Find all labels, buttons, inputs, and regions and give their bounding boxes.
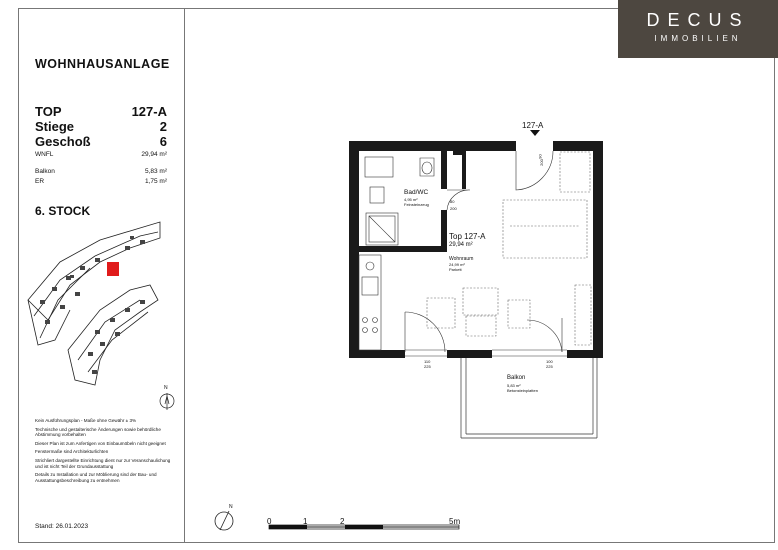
scale-0: 0 [267, 517, 272, 526]
wohnraum-floor: Parkett [449, 267, 462, 272]
bad-label: Bad/WC [404, 189, 429, 196]
window2-height: 225 [546, 364, 553, 369]
wnfl-label: WNFL [35, 151, 54, 158]
bad-floor: Feinsteinzeug [404, 202, 429, 207]
unit-area: 29,94 m² [449, 242, 473, 248]
door-entry-height: 200 [538, 159, 544, 166]
wnfl-value: 29,94 m² [141, 151, 167, 158]
balkon-floor-plan: Betonsteinplatten [507, 388, 538, 393]
project-title: WOHNHAUSANLAGE [35, 57, 170, 71]
logo-name: DECUS [646, 10, 750, 30]
note-1: Kein Ausführungsplan - Maße ohne Gewähr ± 3% [35, 418, 137, 423]
scale-2: 2 [340, 517, 345, 526]
top-value: 127-A [131, 104, 167, 119]
er-value: 1,75 m² [144, 178, 167, 185]
note-3: Dieser Plan ist zum Anfertigen von Einbaumöbeln nicht geeignet [35, 440, 166, 446]
note-5: Strichliert dargestellte Einrichtung dient nur zur Veranschaulichung und ist nicht Teil der Grundausstattung [35, 457, 171, 469]
door-entry-width: 90 [537, 154, 543, 159]
scale-1: 1 [303, 517, 308, 526]
north-label: N [229, 504, 233, 510]
top-label: TOP [35, 104, 62, 119]
geschoss-value: 6 [159, 134, 167, 149]
er-label: ER [35, 178, 45, 185]
logo-subtitle: IMMOBILIEN [654, 34, 742, 43]
floor-heading: 6. STOCK [35, 204, 91, 218]
wohnraum-area: 24,99 m² [449, 262, 465, 267]
note-6: Details zu Installation und zur Möblierung sind der Bau- und Ausstattungsbeschreibung zu entnehmen [35, 472, 157, 483]
bad-area: 4,95 m² [404, 197, 418, 202]
note-2: Technische und gestalterische Änderungen sowie behördliche Abstimmung vorbehalten [35, 426, 161, 438]
stiege-label: Stiege [35, 119, 75, 134]
unit-label: Top 127-A [449, 232, 486, 241]
window1-width: 110 [424, 359, 431, 364]
door-bad-width: 80 [450, 199, 455, 204]
balkon-label-plan: Balkon [507, 375, 526, 381]
wohnraum-label: Wohnraum [449, 256, 474, 262]
door-bad-height: 200 [450, 206, 457, 211]
note-4: Fenstermaße sind Architekturlichten [35, 449, 109, 455]
scale-5m: 5m [449, 517, 461, 526]
balkon-value: 5,83 m² [144, 168, 167, 175]
unit-marker: 127-A [522, 121, 544, 130]
key-plan-north-label: N [164, 385, 168, 391]
window1-height: 225 [424, 364, 431, 369]
stand-date: Stand: 26.01.2023 [35, 523, 89, 530]
balkon-area-plan: 5,83 m² [507, 383, 521, 388]
stiege-value: 2 [159, 119, 167, 134]
window2-width: 100 [546, 359, 553, 364]
geschoss-label: Geschoß [35, 134, 91, 149]
balkon-label: Balkon [35, 168, 55, 175]
